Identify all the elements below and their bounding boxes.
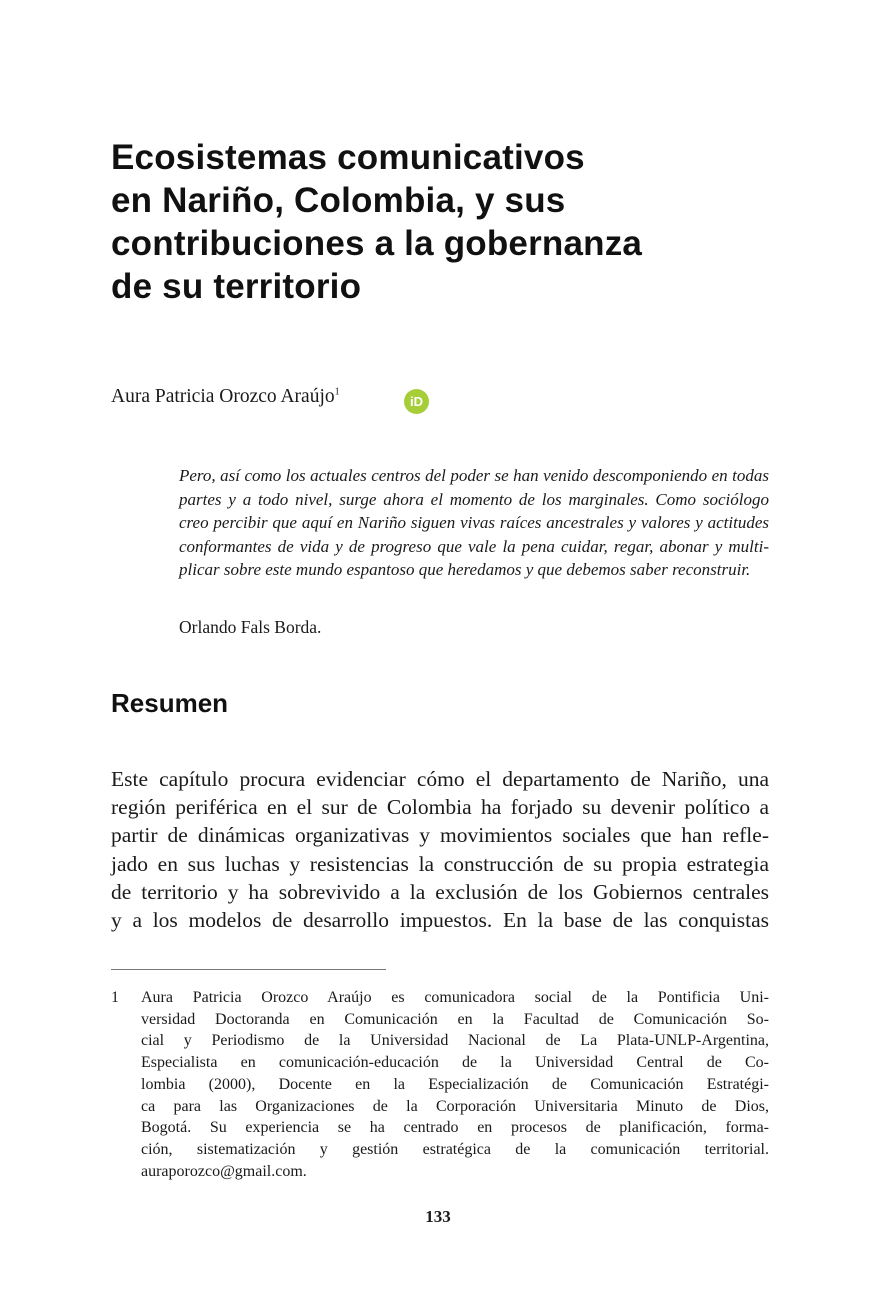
- footnote-line: Aura Patricia Orozco Araújo es comunicadora social de la Pontificia Uni-: [141, 989, 769, 1006]
- paragraph-line: Este capítulo procura evidenciar cómo el departamento de Nariño, una: [111, 767, 769, 791]
- abstract-paragraph: [111, 765, 769, 934]
- paragraph-line: partir de dinámicas organizativas y movimientos sociales que han refle-: [111, 823, 769, 848]
- paragraph-line: de territorio y ha sobrevivido a la exclusión de los Gobiernos centrales: [111, 879, 769, 904]
- epigraph-line: partes y a todo nivel, surge ahora el momento de los marginales. Como sociólogo: [179, 489, 769, 509]
- footnote-ref[interactable]: 1: [334, 386, 340, 398]
- epigraph: [179, 464, 769, 582]
- footnote-line: Bogotá. Su experiencia se ha centrado en procesos de planificación, forma-: [141, 1119, 769, 1137]
- footnote: [111, 987, 769, 1182]
- footnote-body: [141, 987, 769, 1182]
- epigraph-line: plicar sobre este mundo espantoso que heredamos y que debemos saber reconstruir.: [179, 560, 751, 579]
- orcid-icon[interactable]: iD: [404, 389, 429, 414]
- epigraph-attribution: Orlando Fals Borda.: [179, 617, 322, 637]
- footnote-line: ción, sistematización y gestión estratégica de la comunicación territorial.: [141, 1140, 769, 1158]
- epigraph-line: conformantes de vida y de progreso que vale la pena cuidar, regar, abonar y multi-: [179, 536, 769, 556]
- footnote-line: cial y Periodismo de la Universidad Nacional de La Plata-UNLP-Argentina,: [141, 1032, 769, 1050]
- title-line: Ecosistemas comunicativos: [111, 138, 585, 177]
- epigraph-line: Pero, así como los actuales centros del poder se han venido descomponiendo en todas: [179, 466, 769, 485]
- footnote-line: lombia (2000), Docente en la Especialización de Comunicación Estratégi-: [141, 1075, 769, 1093]
- chapter-title: [111, 136, 751, 308]
- footnote-number: 1: [111, 989, 119, 1006]
- footnote-line: versidad Doctoranda en Comunicación en la Facultad de Comunicación So-: [141, 1010, 769, 1028]
- paragraph-line: región periférica en el sur de Colombia ha forjado su devenir político a: [111, 795, 769, 820]
- epigraph-line: creo percibir que aquí en Nariño siguen vivas raíces ancestrales y valores y actitudes: [179, 513, 769, 532]
- title-line: en Nariño, Colombia, y sus: [111, 181, 566, 220]
- author-name: Aura Patricia Orozco Araújo: [111, 386, 335, 407]
- footnote-divider: [111, 969, 386, 970]
- author-line: [111, 386, 340, 408]
- footnote-line: ca para las Organizaciones de la Corporación Universitaria Minuto de Dios,: [141, 1097, 769, 1115]
- paragraph-line: y a los modelos de desarrollo impuestos. En la base de las conquistas: [111, 908, 769, 933]
- page-number: 133: [425, 1207, 451, 1226]
- title-line: de su territorio: [111, 267, 362, 306]
- footnote-line: Especialista en comunicación-educación de la Universidad Central de Co-: [141, 1054, 769, 1072]
- paragraph-line: jado en sus luchas y resistencias la construcción de su propia estrategia: [111, 851, 769, 876]
- section-heading: Resumen: [111, 688, 229, 718]
- footnote-email[interactable]: auraporozco@gmail.com.: [141, 1162, 307, 1180]
- title-line: contribuciones a la gobernanza: [111, 224, 643, 263]
